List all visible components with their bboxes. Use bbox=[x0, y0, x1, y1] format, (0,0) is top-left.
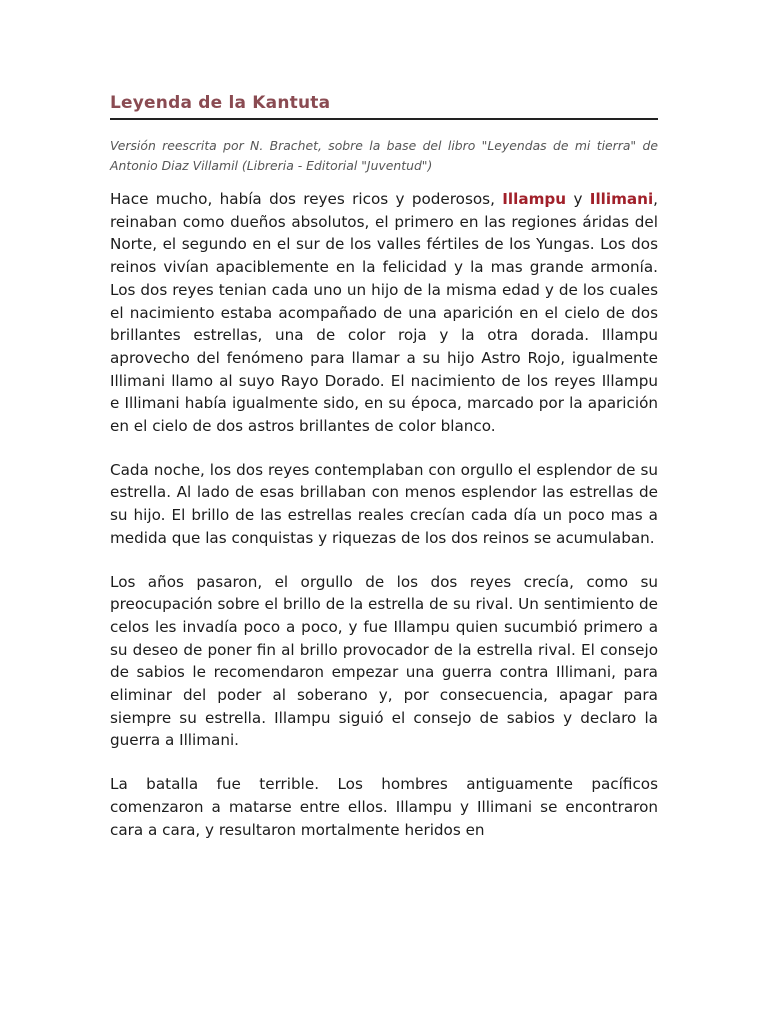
document-title: Leyenda de la Kantuta bbox=[110, 92, 658, 120]
paragraph-2: Cada noche, los dos reyes contemplaban con orgullo el esplendor de su estrella. Al lado de esas brillaban con menos esplendor las estrellas de su hijo. El brillo de las estrellas reales crecían cada día un poco mas a medida que las conquistas y riquezas de los dos reinos se acumulaban. bbox=[110, 460, 658, 547]
paragraph-1 bbox=[110, 188, 658, 438]
name-illampu: Illampu bbox=[502, 190, 567, 208]
paragraph-4: La batalla fue terrible. Los hombres antiguamente pacíficos comenzaron a matarse entre ellos. Illampu y Illimani se encontraron cara a cara, y resultaron mortalmente heridos en bbox=[110, 775, 658, 839]
source-note: Versión reescrita por N. Brachet, sobre la base del libro "Leyendas de mi tierra" de Antonio Diaz Villamil (Libreria - Editorial "Juventud") bbox=[110, 138, 658, 173]
document-page bbox=[110, 92, 658, 841]
paragraph-1-lead: Hace mucho, había dos reyes ricos y poderosos, bbox=[110, 190, 503, 208]
paragraph-1-rest: , reinaban como dueños absolutos, el primero en las regiones áridas del Norte, el segundo en el sur de los valles fértiles de los Yungas. Los dos reinos vivían apaciblemente en la felicidad y la mas grande armonía. Los dos reyes tenian cada uno un hijo de la misma edad y de los cuales el nacimiento estaba acompañado de una aparición en el cielo de dos brillantes estrellas, una de color roja y la otra dorada. Illampu aprovecho del fenómeno para llamar a su hijo Astro Rojo, igualmente Illimani llamo al suyo Rayo Dorado. El nacimiento de los reyes Illampu e Illimani había igualmente sido, en su época, marcado por la aparición en el cielo de dos astros brillantes de color blanco. bbox=[110, 190, 658, 436]
paragraph-1-connector: y bbox=[566, 190, 590, 208]
paragraph-3: Los años pasaron, el orgullo de los dos reyes crecía, como su preocupación sobre el brillo de la estrella de su rival. Un sentimiento de celos les invadía poco a poco, y fue Illampu quien sucumbió primero a su deseo de poner fin al brillo provocador de la estrella rival. El consejo de sabios le recomendaron empezar una guerra contra Illimani, para eliminar del poder al soberano y, por consecuencia, apagar para siempre su estrella. Illampu siguió el consejo de sabios y declaro la guerra a Illimani. bbox=[110, 572, 658, 750]
name-illimani: Illimani bbox=[589, 190, 654, 208]
